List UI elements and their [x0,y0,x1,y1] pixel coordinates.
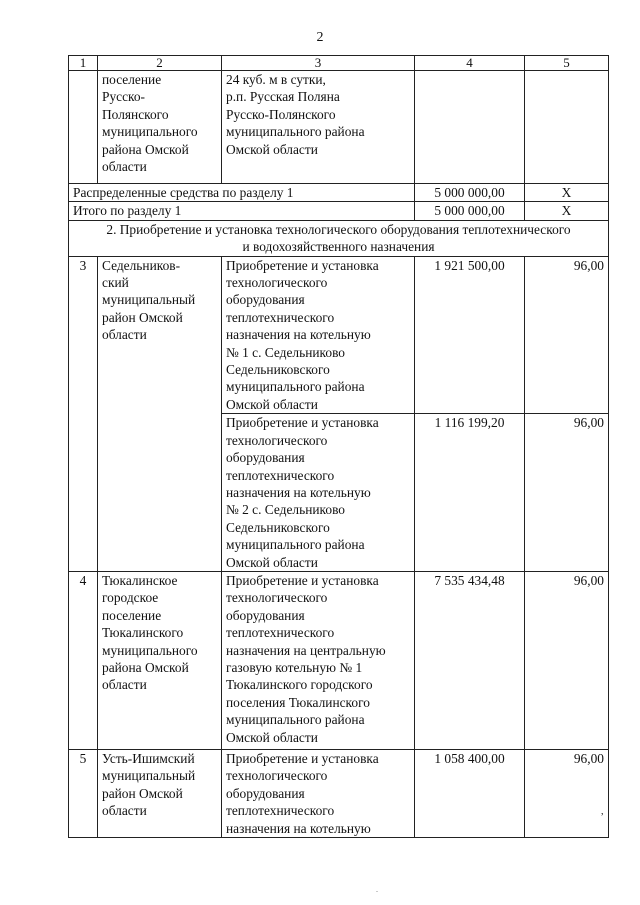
amount-cell [415,71,525,184]
row-number-cell: 4 [69,571,98,749]
amount-cell: 1 921 500,00 [415,256,525,414]
column-number-row [69,56,609,71]
page-number: 2 [316,30,324,45]
percent-cell: 96,00 [525,414,609,572]
distributed-funds-mark: X [525,184,609,202]
section-title-row [69,220,609,256]
scan-dot: . [376,885,378,894]
column-number: 3 [222,56,415,71]
section-total-amount: 5 000 000,00 [415,202,525,220]
amount-cell: 7 535 434,48 [415,571,525,749]
scan-mark: , [601,806,604,817]
percent-cell: 96,00 [525,571,609,749]
municipality-cell: Седельников- ский муниципальный район Омской области [98,256,222,571]
column-number: 5 [525,56,609,71]
table-row [69,571,609,749]
section-total-row [69,202,609,220]
percent-cell: 96,00 [525,749,609,837]
row-number-cell [69,71,98,184]
municipality-cell: Усть-Ишимский муниципальный район Омской области [98,749,222,837]
description-cell: Приобретение и установка технологического оборудования теплотехнического назначения на котельную [222,749,415,837]
description-cell: Приобретение и установка технологического оборудования теплотехнического назначения на котельную № 2 с. Седельниково Седельниковского муниципального района Омской области [222,414,415,572]
row-number-cell: 5 [69,749,98,837]
column-number: 4 [415,56,525,71]
distributed-funds-row [69,184,609,202]
table-row [69,749,609,837]
distributed-funds-label: Распределенные средства по разделу 1 [69,184,415,202]
section-total-label: Итого по разделу 1 [69,202,415,220]
amount-cell: 1 058 400,00 [415,749,525,837]
percent-cell [525,71,609,184]
table-row [69,256,609,414]
description-cell: 24 куб. м в сутки, р.п. Русская Поляна Русско-Полянского муниципального района Омской области [222,71,415,184]
percent-cell: 96,00 [525,256,609,414]
amount-cell: 1 116 199,20 [415,414,525,572]
column-number: 2 [98,56,222,71]
row-number-cell: 3 [69,256,98,571]
description-cell: Приобретение и установка технологического оборудования теплотехнического назначения на котельную № 1 с. Седельниково Седельниковского муниципального района Омской области [222,256,415,414]
municipality-cell: поселение Русско- Полянского муниципального района Омской области [98,71,222,184]
table-row [69,71,609,184]
column-number: 1 [69,56,98,71]
distributed-funds-amount: 5 000 000,00 [415,184,525,202]
municipality-cell: Тюкалинское городское поселение Тюкалинского муниципального района Омской области [98,571,222,749]
description-cell: Приобретение и установка технологического оборудования теплотехнического назначения на центральную газовую котельную № 1 Тюкалинского городского поселения Тюкалинского муниципального района Омской области [222,571,415,749]
allocation-table [68,55,609,838]
section-total-mark: X [525,202,609,220]
section-title: 2. Приобретение и установка технологического оборудования теплотехнического и водохозяйственного назначения [69,220,609,256]
